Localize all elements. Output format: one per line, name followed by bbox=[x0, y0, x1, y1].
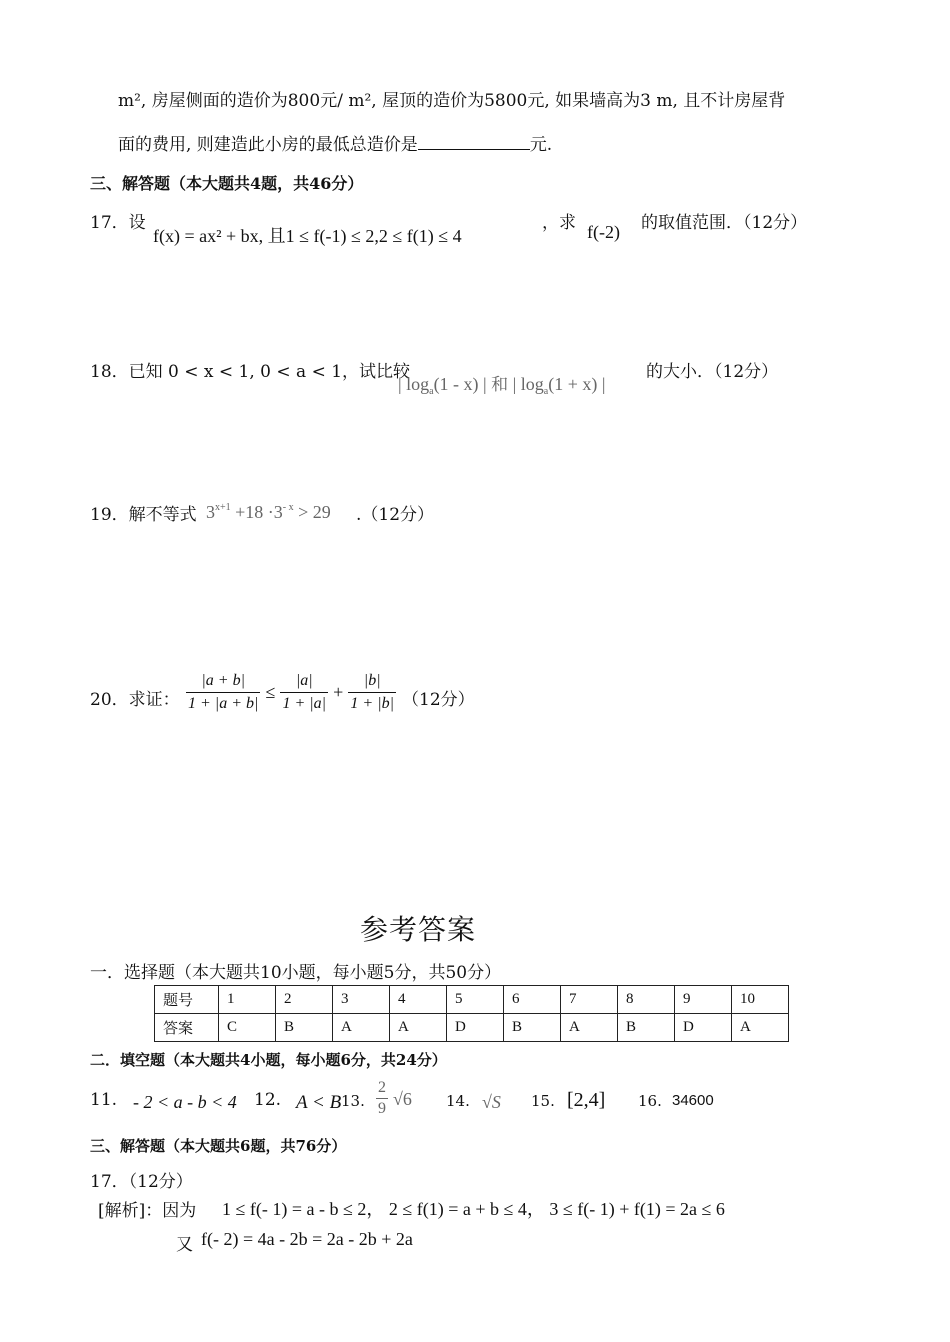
fill-13-label: 13. bbox=[341, 1092, 365, 1110]
solution17-line2: f(- 2) = 4a - 2b = 2a - 2b + 2a bbox=[201, 1229, 413, 1249]
answers-section3: 三、解答题（本大题共6题，共76分） bbox=[90, 1137, 347, 1155]
q20-fraction-left bbox=[186, 670, 260, 715]
fill-14-answer: √S bbox=[482, 1092, 501, 1112]
table-row-answers bbox=[155, 1014, 789, 1042]
q20-numerator-1: |a + b| bbox=[186, 670, 260, 693]
q20-plus: + bbox=[333, 682, 344, 702]
table-cell-choice: A bbox=[333, 1014, 390, 1042]
q20-fraction-a bbox=[280, 670, 328, 715]
table-cell-number: 2 bbox=[276, 986, 333, 1014]
q20-numerator-2: |a| bbox=[280, 670, 328, 693]
q19-mid: +18 ·3 bbox=[230, 502, 283, 522]
table-cell-choice: B bbox=[276, 1014, 333, 1042]
q20-denominator-2: 1 + |a| bbox=[282, 695, 327, 712]
fill-15-answer: [2,4] bbox=[567, 1089, 606, 1111]
solution17-line1: 1 ≤ f(- 1) = a - b ≤ 2， 2 ≤ f(1) = a + b ≤ 4， 3 ≤ f(- 1) + f(1) = 2a ≤ 6 bbox=[222, 1199, 725, 1219]
q17-number: 17．设 bbox=[90, 213, 146, 233]
q20-fraction-b bbox=[348, 670, 396, 715]
answer-table bbox=[154, 985, 789, 1042]
q19-base: 3 bbox=[206, 502, 215, 522]
fill-12-answer: A < B bbox=[296, 1092, 342, 1113]
q18-and: 和 bbox=[491, 375, 509, 395]
answer-blank bbox=[418, 135, 530, 150]
q17-expression: f(x) = ax² + bx, 且1 ≤ f(-1) ≤ 2,2 ≤ f(1) ≤ 4 bbox=[153, 226, 462, 246]
q19-exp2: - x bbox=[282, 502, 294, 513]
q18-expression bbox=[398, 370, 605, 397]
solution17-head: 17．（12分） bbox=[90, 1172, 193, 1192]
q18-arg1: (1 - x) | bbox=[433, 374, 487, 394]
table-cell-number: 8 bbox=[618, 986, 675, 1014]
q20-suffix: （12分） bbox=[402, 690, 475, 710]
table-row-numbers bbox=[155, 986, 789, 1014]
table-cell-choice: D bbox=[675, 1014, 732, 1042]
q18-prefix: 18．已知 0 < x < 1, 0 < a < 1，试比较 bbox=[90, 362, 411, 382]
q17-target: f(-2) bbox=[587, 222, 620, 242]
q19-exp1: x+1 bbox=[215, 502, 231, 513]
table-cell-number: 6 bbox=[504, 986, 561, 1014]
answers-title: 参考答案 bbox=[360, 913, 477, 946]
table-cell-number: 3 bbox=[333, 986, 390, 1014]
solution17-line1-label: [解析]：因为 bbox=[98, 1201, 197, 1221]
q19-rhs: > 29 bbox=[293, 502, 331, 522]
q18-arg2: (1 + x) | bbox=[548, 374, 606, 394]
q20-prefix: 20．求证： bbox=[90, 690, 180, 710]
q18-suffix: 的大小．（12分） bbox=[646, 362, 779, 382]
answers-section2: 二．填空题（本大题共4小题，每小题6分，共24分） bbox=[90, 1051, 447, 1069]
q20-inequality bbox=[186, 670, 396, 715]
q18-base2: a bbox=[543, 386, 549, 397]
table-cell-number: 9 bbox=[675, 986, 732, 1014]
table-cell-number: 1 bbox=[219, 986, 276, 1014]
q20-denominator-1: 1 + |a + b| bbox=[188, 695, 259, 712]
q17-mid: ，求 bbox=[542, 213, 576, 233]
fill-14-label: 14. bbox=[446, 1092, 470, 1110]
table-cell-number: 10 bbox=[732, 986, 789, 1014]
problem16-line2 bbox=[118, 130, 552, 155]
section3-heading: 三、解答题（本大题共4题，共46分） bbox=[90, 174, 364, 193]
fill-13-root: √6 bbox=[393, 1089, 412, 1109]
q19-inequality bbox=[206, 502, 331, 523]
solution17-line2-label: 又 bbox=[176, 1235, 193, 1255]
table-cell-choice: A bbox=[732, 1014, 789, 1042]
q19-suffix: .（12分） bbox=[356, 505, 435, 525]
q20-le: ≤ bbox=[265, 682, 276, 702]
problem16-text: 面的费用, 则建造此小房的最低总造价是 bbox=[118, 135, 418, 155]
q18-base1: a bbox=[429, 386, 434, 397]
table-cell-choice: A bbox=[390, 1014, 447, 1042]
fill-12-label: 12. bbox=[254, 1090, 282, 1110]
table-answer-label: 答案 bbox=[155, 1014, 219, 1042]
table-header-label: 题号 bbox=[155, 986, 219, 1014]
q18-log2: | log bbox=[512, 374, 544, 394]
fill-11-answer: - 2 < a - b < 4 bbox=[133, 1092, 237, 1112]
q20-numerator-3: |b| bbox=[348, 670, 396, 693]
answers-section1: 一．选择题（本大题共10小题，每小题5分，共50分） bbox=[90, 963, 502, 983]
table-cell-choice: B bbox=[504, 1014, 561, 1042]
fill-13-numerator: 2 bbox=[376, 1078, 388, 1099]
problem16-line1: m², 房屋侧面的造价为800元/ m², 屋顶的造价为5800元, 如果墙高为3 m, 且不计房屋背 bbox=[118, 91, 786, 111]
table-cell-number: 4 bbox=[390, 986, 447, 1014]
q19-prefix: 19．解不等式 bbox=[90, 505, 197, 525]
fill-11-label: 11. bbox=[90, 1090, 118, 1110]
fill-13-denominator: 9 bbox=[378, 1100, 386, 1117]
table-cell-choice: A bbox=[561, 1014, 618, 1042]
table-cell-choice: C bbox=[219, 1014, 276, 1042]
table-cell-number: 7 bbox=[561, 986, 618, 1014]
fill-16-label: 16. bbox=[638, 1092, 662, 1110]
q17-tail: 的取值范围．（12分） bbox=[641, 213, 808, 233]
fill-13-fraction bbox=[376, 1078, 388, 1119]
fill-15-label: 15. bbox=[531, 1092, 555, 1110]
table-cell-choice: D bbox=[447, 1014, 504, 1042]
table-cell-choice: B bbox=[618, 1014, 675, 1042]
q20-denominator-3: 1 + |b| bbox=[350, 695, 394, 712]
fill-16-answer: 34600 bbox=[672, 1092, 714, 1109]
q18-log1: | log bbox=[398, 374, 430, 394]
problem16-unit: 元. bbox=[529, 135, 553, 155]
table-cell-number: 5 bbox=[447, 986, 504, 1014]
